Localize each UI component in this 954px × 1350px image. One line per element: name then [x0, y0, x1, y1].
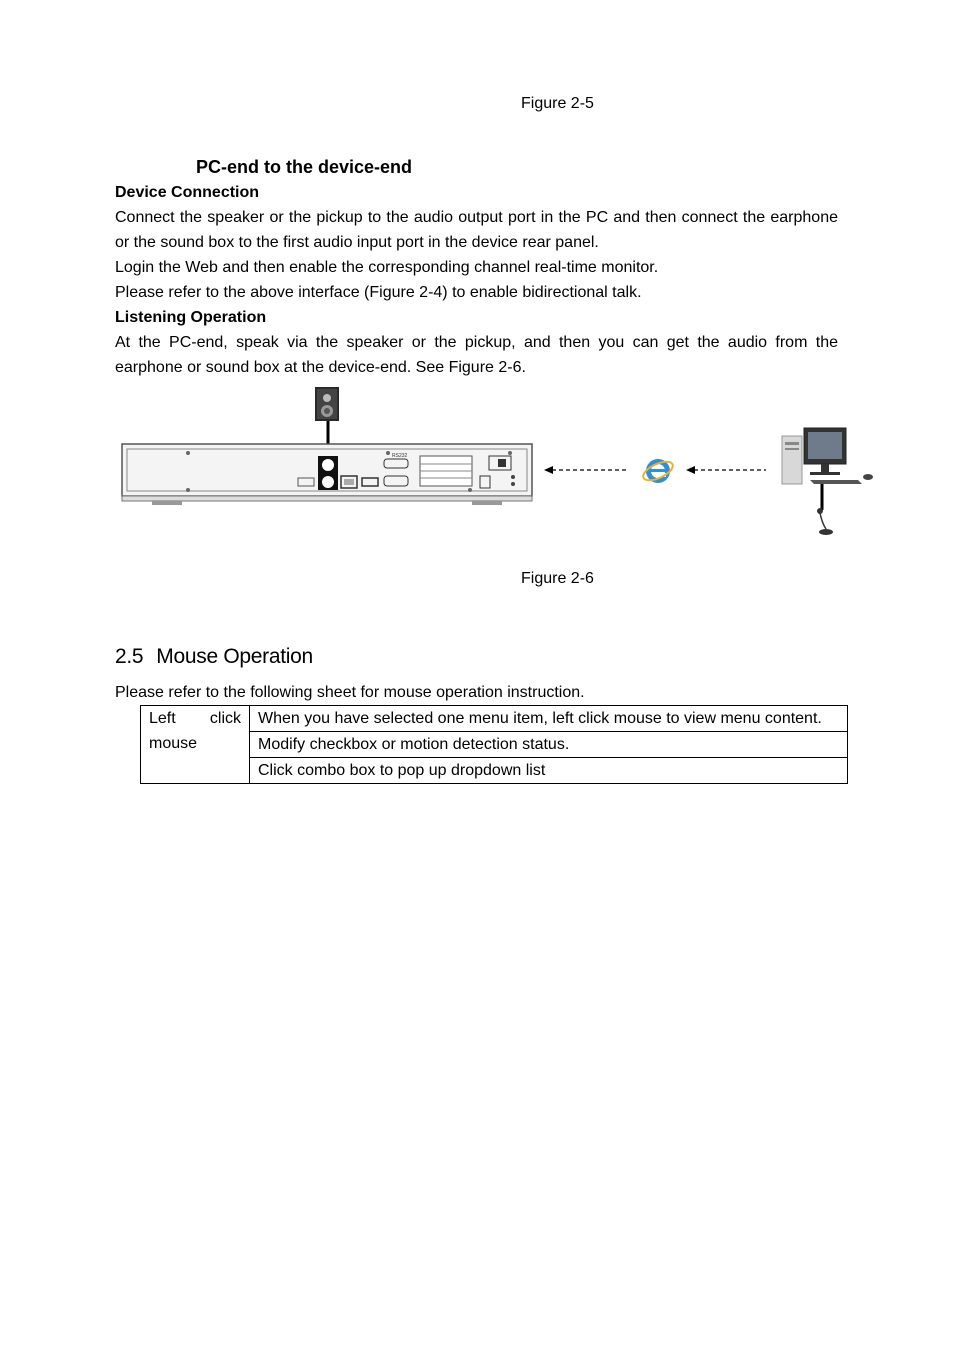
web-browser-icon: [641, 458, 676, 484]
section-title: Mouse Operation: [156, 645, 313, 668]
listening-operation-heading: Listening Operation: [115, 309, 267, 326]
device-connection-paragraph-3: Please refer to the above interface (Figure 2-4) to enable bidirectional talk.: [115, 284, 642, 301]
row-label-line-2: mouse: [149, 735, 198, 752]
table-cell: Modify checkbox or motion detection status.: [250, 732, 848, 758]
figure-2-5-caption: Figure 2-5: [521, 95, 594, 112]
table-row: [141, 706, 848, 732]
listening-operation-paragraph: At the PC-end, speak via the speaker or the pickup, and then you can get the audio from the earphone or sound box at the device-end. See Figure 2-6.: [115, 334, 838, 376]
row-label-cell: [141, 706, 250, 784]
device-rear-panel: [122, 444, 532, 505]
rs232-label: RS232: [392, 453, 408, 459]
mouse-operation-table: [140, 705, 848, 784]
table-cell: Click combo box to pop up dropdown list: [250, 758, 848, 784]
connection-diagram: [110, 380, 890, 545]
device-connection-heading: Device Connection: [115, 184, 260, 201]
subsection-title: PC-end to the device-end: [196, 157, 413, 177]
table-cell: When you have selected one menu item, left click mouse to view menu content.: [250, 706, 848, 732]
row-label-word-click: click: [209, 710, 241, 727]
microphone-icon: [817, 508, 833, 535]
computer-icon: [782, 428, 873, 484]
device-connection-paragraph-1: Connect the speaker or the pickup to the audio output port in the PC and then connect the earphone or the sound box to the first audio input port in the device rear panel.: [115, 209, 838, 251]
section-number: 2.5: [115, 645, 144, 668]
figure-2-6-caption: Figure 2-6: [521, 570, 594, 587]
row-label-line-1: [149, 706, 241, 731]
section-heading: [115, 645, 313, 669]
row-label-word-left: Left: [149, 710, 176, 727]
speaker-icon: [315, 387, 339, 421]
device-connection-paragraph-2: Login the Web and then enable the corresponding channel real-time monitor.: [115, 259, 659, 276]
section-intro: Please refer to the following sheet for mouse operation instruction.: [115, 684, 585, 701]
